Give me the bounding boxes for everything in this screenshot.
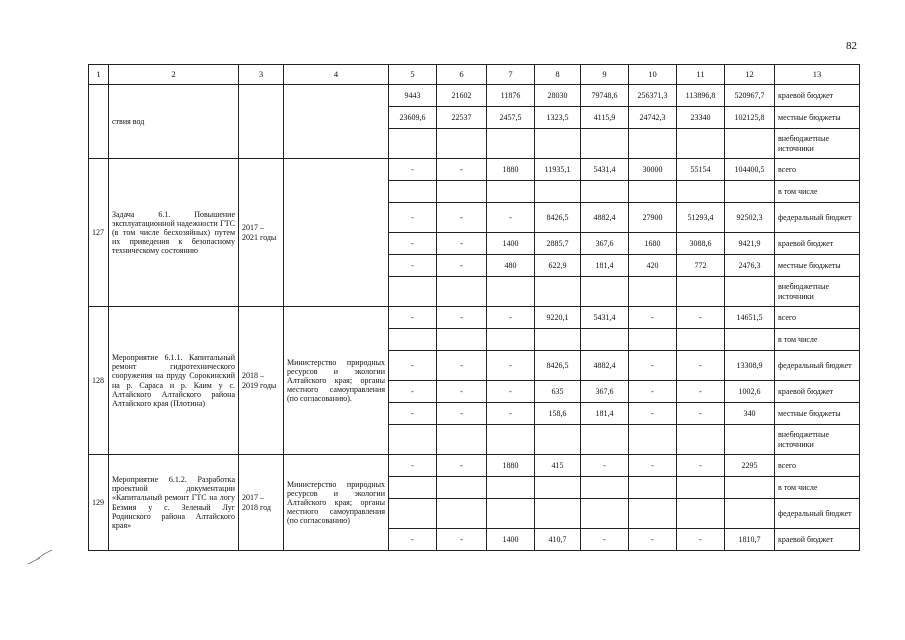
value-cell: - (389, 203, 437, 233)
value-cell (487, 129, 535, 159)
value-cell: - (389, 159, 437, 181)
column-header: 13 (775, 65, 860, 85)
funding-source-cell: внебюджетные источники (775, 129, 860, 159)
row-id-cell: 129 (89, 455, 109, 551)
value-cell: - (581, 529, 629, 551)
value-cell (581, 129, 629, 159)
value-cell (487, 499, 535, 529)
value-cell (581, 499, 629, 529)
value-cell (629, 477, 677, 499)
funding-source-cell: в том числе (775, 477, 860, 499)
period-cell: 2017 – 2021 годы (239, 159, 284, 307)
period-cell: 2018 – 2019 годы (239, 307, 284, 455)
value-cell: 24742,3 (629, 107, 677, 129)
value-cell: 11876 (487, 85, 535, 107)
column-header: 8 (535, 65, 581, 85)
responsible-cell: Министерство природных ресурсов и экологии Алтайского края; органы местного самоуправления (по согласованию) (284, 455, 389, 551)
funding-source-cell: местные бюджеты (775, 107, 860, 129)
column-header: 1 (89, 65, 109, 85)
value-cell: 55154 (677, 159, 725, 181)
value-cell: 9421,9 (725, 233, 775, 255)
value-cell: 5431,4 (581, 159, 629, 181)
value-cell: - (437, 403, 487, 425)
funding-source-cell: внебюджетные источники (775, 277, 860, 307)
value-cell (437, 425, 487, 455)
value-cell: 21602 (437, 85, 487, 107)
value-cell: 340 (725, 403, 775, 425)
value-cell (725, 477, 775, 499)
value-cell (629, 499, 677, 529)
column-header: 4 (284, 65, 389, 85)
value-cell (389, 477, 437, 499)
description-cell: Мероприятие 6.1.2. Разработка проектной документации «Капитальный ремонт ГТС на логу Безмия у с. Зеленый Луг Родинского района Алтайского края» (109, 455, 239, 551)
value-cell (389, 129, 437, 159)
value-cell: 1323,5 (535, 107, 581, 129)
value-cell: 367,6 (581, 381, 629, 403)
value-cell (629, 181, 677, 203)
value-cell: - (437, 307, 487, 329)
value-cell: 1880 (487, 455, 535, 477)
value-cell: - (677, 529, 725, 551)
funding-source-cell: краевой бюджет (775, 529, 860, 551)
value-cell: - (487, 351, 535, 381)
value-cell: 4882,4 (581, 351, 629, 381)
value-cell (487, 277, 535, 307)
value-cell: - (437, 455, 487, 477)
value-cell (677, 425, 725, 455)
table-row (89, 307, 860, 329)
value-cell: - (437, 203, 487, 233)
value-cell (437, 329, 487, 351)
value-cell: 420 (629, 255, 677, 277)
value-cell (487, 425, 535, 455)
value-cell: 2457,5 (487, 107, 535, 129)
value-cell: 410,7 (535, 529, 581, 551)
funding-source-cell: федеральный бюджет (775, 351, 860, 381)
value-cell (725, 499, 775, 529)
value-cell: - (677, 403, 725, 425)
value-cell: - (677, 455, 725, 477)
value-cell (581, 329, 629, 351)
value-cell: 27900 (629, 203, 677, 233)
value-cell: - (677, 307, 725, 329)
value-cell (389, 277, 437, 307)
period-cell (239, 85, 284, 159)
value-cell: 772 (677, 255, 725, 277)
value-cell: 102125,8 (725, 107, 775, 129)
value-cell (535, 329, 581, 351)
value-cell (535, 181, 581, 203)
funding-source-cell: в том числе (775, 181, 860, 203)
header-row (89, 65, 860, 85)
funding-source-cell: федеральный бюджет (775, 203, 860, 233)
value-cell (535, 477, 581, 499)
value-cell: - (389, 255, 437, 277)
value-cell: - (437, 351, 487, 381)
table-row (89, 455, 860, 477)
value-cell: 2476,3 (725, 255, 775, 277)
value-cell: 635 (535, 381, 581, 403)
value-cell (437, 477, 487, 499)
value-cell: 51293,4 (677, 203, 725, 233)
value-cell (629, 277, 677, 307)
value-cell: - (677, 351, 725, 381)
value-cell (437, 499, 487, 529)
description-cell: ствия вод (109, 85, 239, 159)
value-cell: - (389, 455, 437, 477)
value-cell: - (581, 455, 629, 477)
value-cell (487, 181, 535, 203)
value-cell (725, 129, 775, 159)
value-cell: - (677, 381, 725, 403)
value-cell: 4882,4 (581, 203, 629, 233)
row-id-cell (89, 85, 109, 159)
value-cell: - (629, 403, 677, 425)
page-number: 82 (846, 40, 857, 52)
value-cell: 1810,7 (725, 529, 775, 551)
value-cell: - (389, 529, 437, 551)
value-cell: 2295 (725, 455, 775, 477)
value-cell: 5431,4 (581, 307, 629, 329)
value-cell: - (629, 529, 677, 551)
value-cell (725, 329, 775, 351)
value-cell: 1880 (487, 159, 535, 181)
value-cell: 3088,6 (677, 233, 725, 255)
value-cell: - (389, 351, 437, 381)
value-cell (535, 425, 581, 455)
funding-source-cell: краевой бюджет (775, 381, 860, 403)
value-cell: - (437, 381, 487, 403)
value-cell: 1400 (487, 529, 535, 551)
value-cell: 8426,5 (535, 203, 581, 233)
responsible-cell (284, 159, 389, 307)
value-cell: 480 (487, 255, 535, 277)
value-cell: - (487, 403, 535, 425)
value-cell: 92502,3 (725, 203, 775, 233)
value-cell: 28030 (535, 85, 581, 107)
value-cell: - (389, 233, 437, 255)
value-cell (677, 277, 725, 307)
value-cell: - (629, 455, 677, 477)
value-cell: 520967,7 (725, 85, 775, 107)
value-cell (677, 181, 725, 203)
value-cell (437, 129, 487, 159)
funding-source-cell: всего (775, 455, 860, 477)
value-cell: - (629, 307, 677, 329)
value-cell (677, 499, 725, 529)
budget-table (88, 64, 860, 551)
value-cell: 9443 (389, 85, 437, 107)
column-header: 7 (487, 65, 535, 85)
responsible-cell: Министерство природных ресурсов и экологии Алтайского края; органы местного самоуправления (по согласованию). (284, 307, 389, 455)
value-cell: - (389, 403, 437, 425)
value-cell: 30000 (629, 159, 677, 181)
value-cell: - (629, 351, 677, 381)
funding-source-cell: местные бюджеты (775, 403, 860, 425)
value-cell: 104400,5 (725, 159, 775, 181)
column-header: 10 (629, 65, 677, 85)
value-cell: 14651,5 (725, 307, 775, 329)
value-cell: 622,9 (535, 255, 581, 277)
value-cell: 158,6 (535, 403, 581, 425)
pen-mark-icon (26, 546, 56, 568)
value-cell: 11935,1 (535, 159, 581, 181)
value-cell: - (389, 307, 437, 329)
value-cell: - (437, 529, 487, 551)
column-header: 11 (677, 65, 725, 85)
value-cell (725, 425, 775, 455)
value-cell: 1002,6 (725, 381, 775, 403)
value-cell (487, 329, 535, 351)
funding-source-cell: краевой бюджет (775, 85, 860, 107)
column-header: 12 (725, 65, 775, 85)
value-cell: - (437, 159, 487, 181)
value-cell: 4115,9 (581, 107, 629, 129)
value-cell (437, 277, 487, 307)
value-cell (629, 425, 677, 455)
value-cell (725, 181, 775, 203)
value-cell (389, 181, 437, 203)
column-header: 9 (581, 65, 629, 85)
column-header: 3 (239, 65, 284, 85)
value-cell: 181,4 (581, 403, 629, 425)
value-cell (389, 499, 437, 529)
value-cell: 8426,5 (535, 351, 581, 381)
value-cell: 256371,3 (629, 85, 677, 107)
value-cell (535, 129, 581, 159)
value-cell (535, 499, 581, 529)
value-cell (535, 277, 581, 307)
description-cell: Задача 6.1. Повышение эксплуатационной надежности ГТС (в том числе бесхозяйных) путем их приведения к безопасному техническому состоянию (109, 159, 239, 307)
value-cell: 23609,6 (389, 107, 437, 129)
row-id-cell: 127 (89, 159, 109, 307)
value-cell: - (437, 255, 487, 277)
responsible-cell (284, 85, 389, 159)
funding-source-cell: в том числе (775, 329, 860, 351)
value-cell: 22537 (437, 107, 487, 129)
value-cell (581, 477, 629, 499)
column-header: 6 (437, 65, 487, 85)
funding-source-cell: федеральный бюджет (775, 499, 860, 529)
value-cell (389, 425, 437, 455)
column-header: 2 (109, 65, 239, 85)
value-cell (725, 277, 775, 307)
value-cell (677, 477, 725, 499)
value-cell (581, 181, 629, 203)
value-cell (389, 329, 437, 351)
value-cell: 1400 (487, 233, 535, 255)
value-cell: 415 (535, 455, 581, 477)
value-cell: - (629, 381, 677, 403)
funding-source-cell: местные бюджеты (775, 255, 860, 277)
funding-source-cell: всего (775, 159, 860, 181)
value-cell (677, 129, 725, 159)
row-id-cell: 128 (89, 307, 109, 455)
value-cell: 113896,8 (677, 85, 725, 107)
value-cell (581, 425, 629, 455)
value-cell: 13308,9 (725, 351, 775, 381)
value-cell: 79748,6 (581, 85, 629, 107)
value-cell: 23340 (677, 107, 725, 129)
value-cell: 181,4 (581, 255, 629, 277)
value-cell (677, 329, 725, 351)
period-cell: 2017 – 2018 год (239, 455, 284, 551)
table-row (89, 85, 860, 107)
value-cell (487, 477, 535, 499)
value-cell: - (437, 233, 487, 255)
funding-source-cell: краевой бюджет (775, 233, 860, 255)
funding-source-cell: внебюджетные источники (775, 425, 860, 455)
value-cell (581, 277, 629, 307)
column-header: 5 (389, 65, 437, 85)
value-cell: 367,6 (581, 233, 629, 255)
value-cell (629, 329, 677, 351)
value-cell: 9220,1 (535, 307, 581, 329)
description-cell: Мероприятие 6.1.1. Капитальный ремонт гидротехнического сооружения на пруду Сорокинский на р. Сараса и р. Каим у с. Алтайского Алтайского района Алтайского края (Плотина) (109, 307, 239, 455)
value-cell: 2885,7 (535, 233, 581, 255)
funding-source-cell: всего (775, 307, 860, 329)
value-cell: 1680 (629, 233, 677, 255)
value-cell: - (487, 203, 535, 233)
value-cell: - (487, 381, 535, 403)
value-cell: - (389, 381, 437, 403)
value-cell (629, 129, 677, 159)
value-cell (437, 181, 487, 203)
value-cell: - (487, 307, 535, 329)
table-row (89, 159, 860, 181)
